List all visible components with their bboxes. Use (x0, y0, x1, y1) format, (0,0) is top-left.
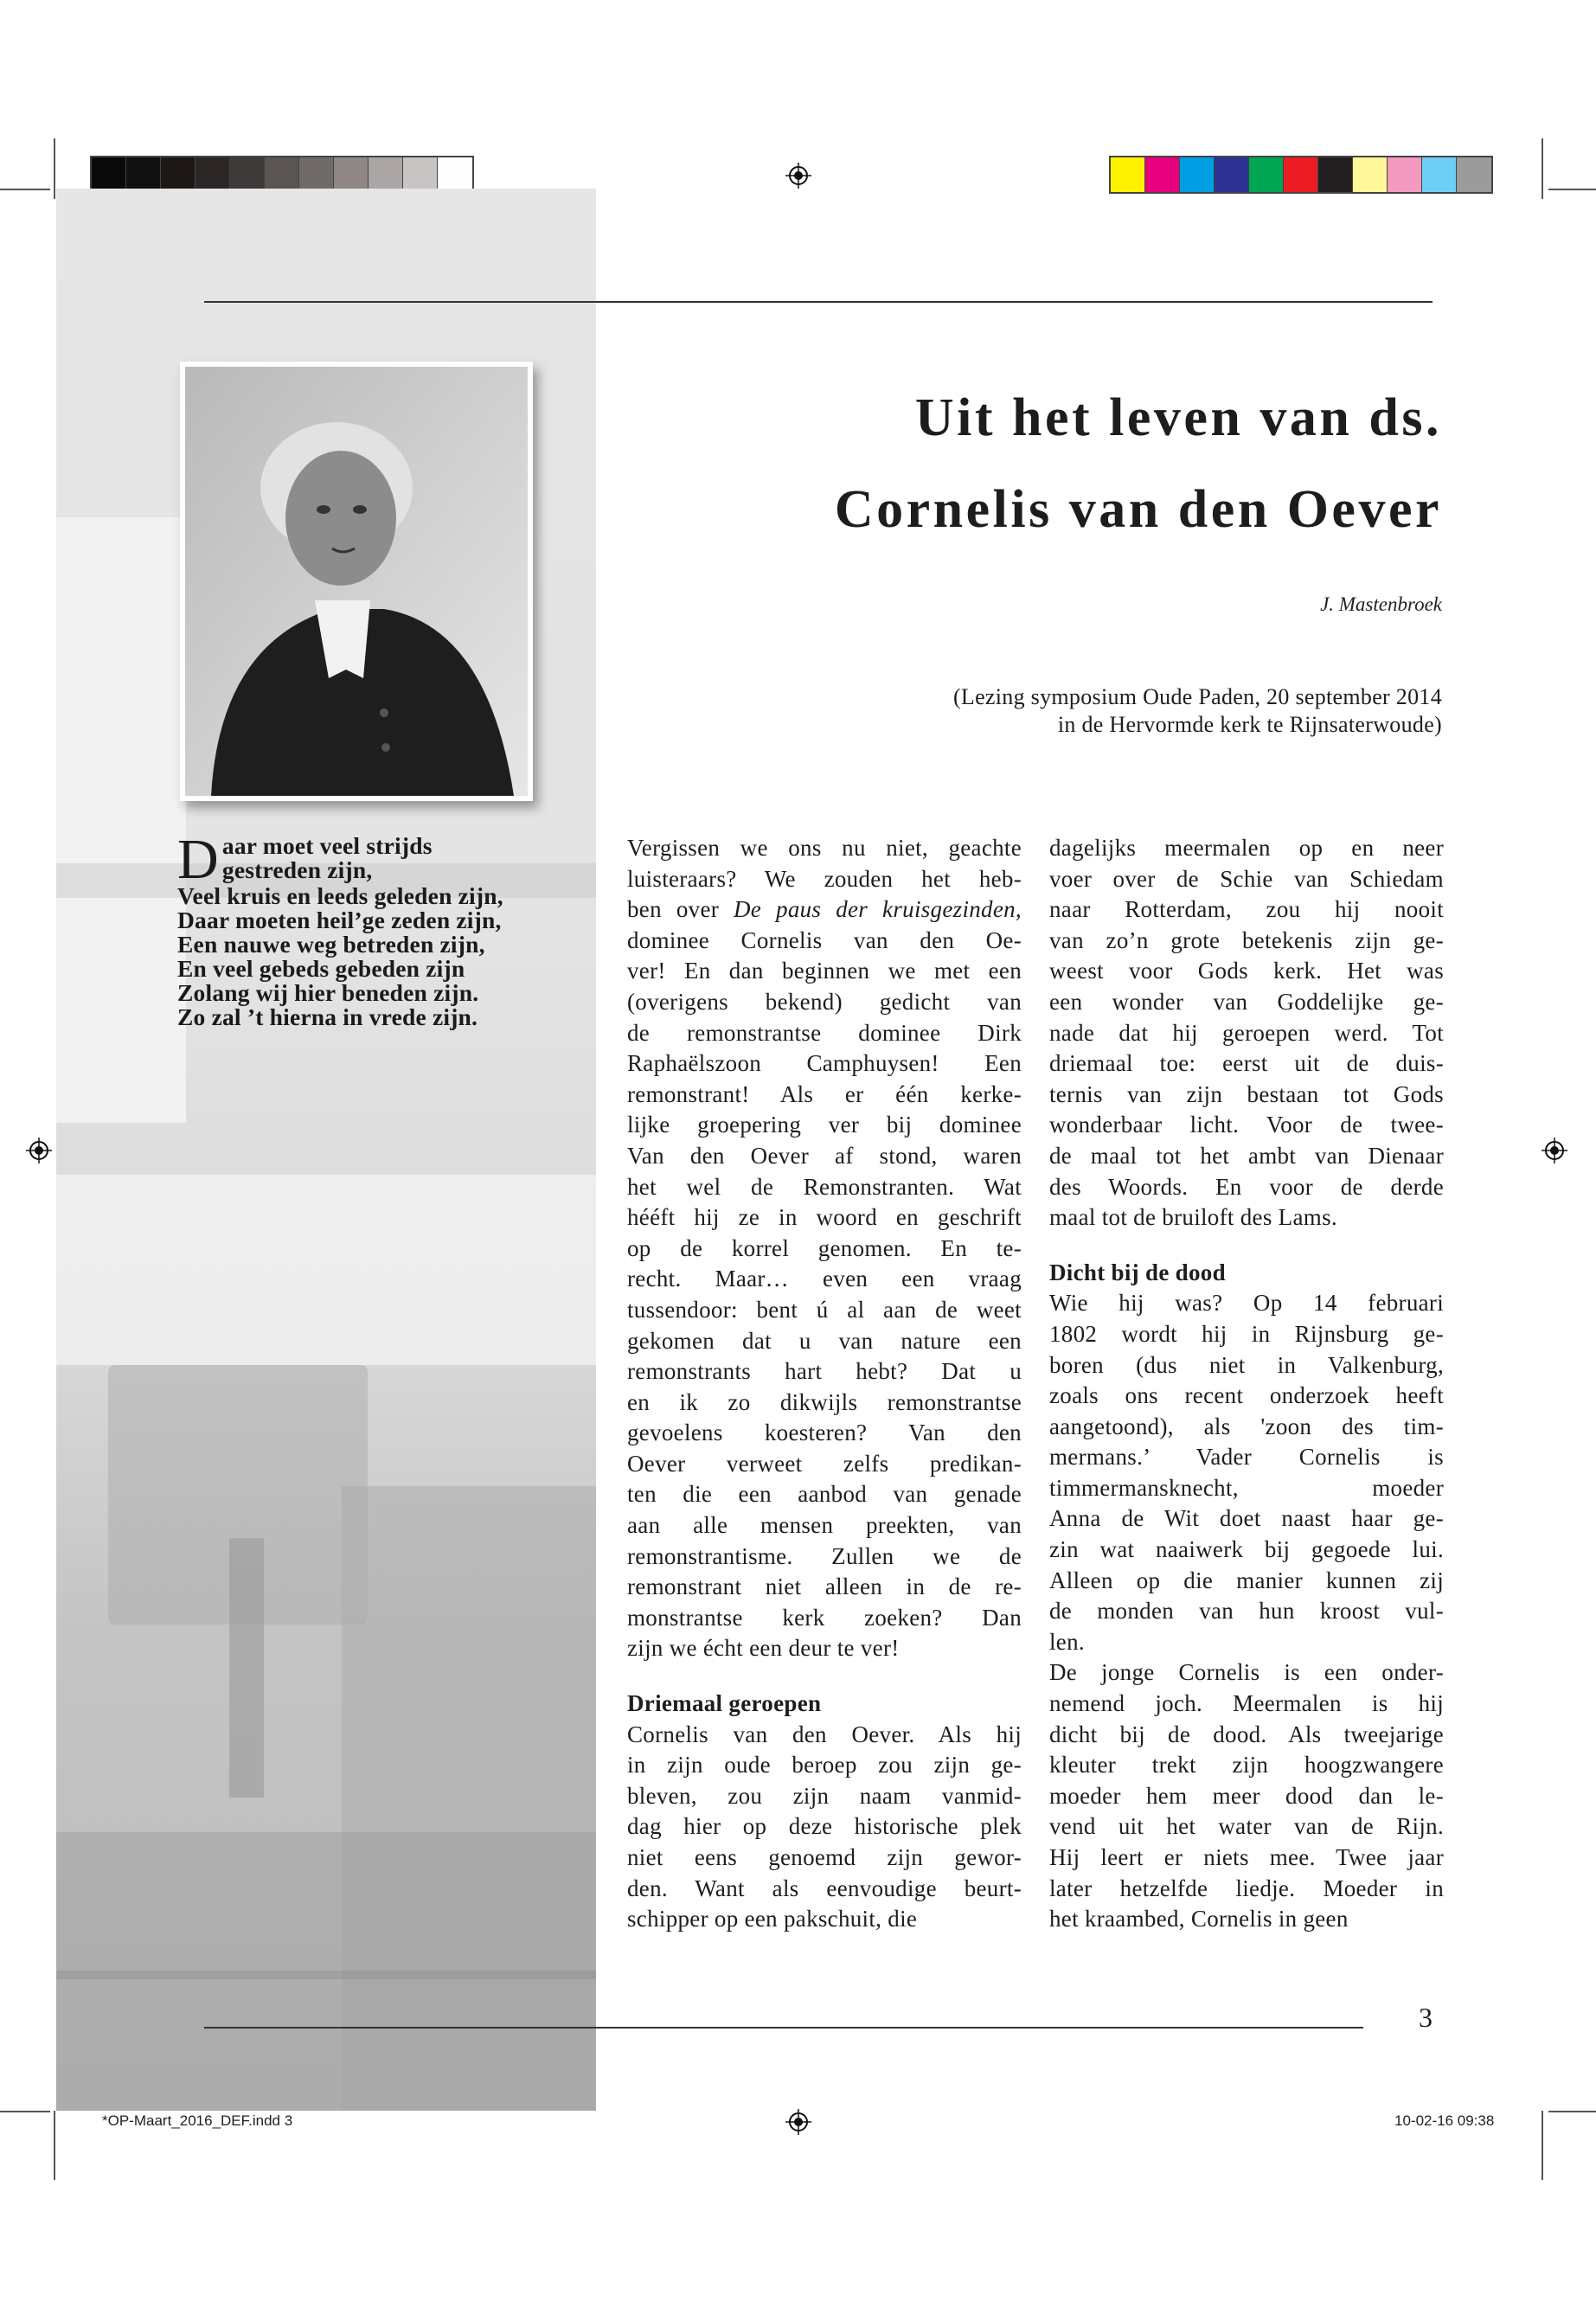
registration-mark-icon (785, 2109, 811, 2135)
body-line: boren (dus niet in Valkenburg, (1049, 1351, 1444, 1378)
poem-line: Zolang wij hier beneden zijn. (177, 979, 479, 1006)
body-line: De jonge Cornelis is een onder- (1049, 1659, 1444, 1686)
body-line: aangetoond), als 'zoon des tim- (1049, 1413, 1444, 1439)
paragraph-gap (627, 1664, 1022, 1689)
body-line: nade dat hij geroepen werd. Tot (1049, 1019, 1444, 1046)
body-column-2 (1049, 833, 1444, 1935)
body-line: ten die een aanbod van genade (627, 1481, 1022, 1508)
body-line: de maal tot het ambt van Dienaar (1049, 1142, 1444, 1169)
lecture-note-line: in de Hervormde kerk te Rijnsaterwoude) (1057, 712, 1442, 737)
body-line: Wie hij was? Op 14 februari (1049, 1290, 1444, 1317)
body-line: zoals ons recent onderzoek heeft (1049, 1382, 1444, 1409)
crop-mark (1542, 2111, 1543, 2180)
body-line: 1802 wordt hij in Rijnsburg ge- (1049, 1320, 1444, 1347)
color-swatch (265, 157, 299, 192)
body-line: gekomen dat u van nature een (627, 1327, 1022, 1354)
color-swatch (369, 157, 403, 192)
article-title-line: Uit het leven van ds. (914, 388, 1442, 447)
poem-line: En veel gebeds gebeden zijn (177, 955, 465, 982)
color-swatch (161, 157, 195, 192)
body-line: Alleen op die manier kunnen zij (1049, 1567, 1444, 1593)
body-line: Raphaëlszoon Camphuysen! Een (627, 1050, 1022, 1077)
body-line: driemaal toe: eerst uit de duis- (1049, 1050, 1444, 1077)
color-swatch (1111, 157, 1145, 192)
crop-mark (1548, 189, 1596, 190)
body-line: naar Rotterdam, zou hij nooit (1049, 896, 1444, 923)
article-title-line: Cornelis van den Oever (834, 480, 1442, 539)
color-swatch (1422, 157, 1457, 192)
body-line: des Woords. En voor de derde (1049, 1173, 1444, 1200)
body-line: monstrantse kerk zoeken? Dan (627, 1604, 1022, 1631)
registration-mark-icon (1542, 1138, 1567, 1163)
body-line: luisteraars? We zouden het heb- (627, 865, 1022, 892)
body-line: vend uit het water van de Rijn. (1049, 1813, 1444, 1840)
crop-mark (0, 2111, 50, 2112)
registration-mark-icon (26, 1138, 52, 1163)
paragraph-gap (1049, 1234, 1444, 1258)
body-line: ternis van zijn bestaan tot Gods (1049, 1080, 1444, 1107)
body-line: Hij leert er niets mee. Twee jaar (1049, 1844, 1444, 1870)
body-line: den. Want als eenvoudige beurt- (627, 1875, 1022, 1901)
color-swatch (1388, 157, 1422, 192)
color-swatch (334, 157, 369, 192)
color-swatch (1215, 157, 1249, 192)
color-swatch (299, 157, 334, 192)
body-line: zin wat naaiwerk bij gegoede lui. (1049, 1536, 1444, 1563)
poem-dropcap: D (177, 828, 219, 891)
poem-line: Daar moeten heil’ge zeden zijn, (177, 907, 502, 933)
body-line: later hetzelfde liedje. Moeder in (1049, 1875, 1444, 1901)
body-line: recht. Maar… even een vraag (627, 1266, 1022, 1292)
body-line: hééft hij ze in woord en geschrift (627, 1204, 1022, 1231)
color-swatch (1318, 157, 1353, 192)
color-swatch (195, 157, 230, 192)
registration-mark-icon (785, 163, 811, 189)
body-line: Van den Oever af stond, waren (627, 1142, 1022, 1169)
body-line: lijke groepering ver bij dominee (627, 1112, 1022, 1138)
top-rule (204, 301, 1433, 303)
body-line: het wel de Remonstranten. Wat (627, 1173, 1022, 1200)
body-line: remonstrantisme. Zullen we de (627, 1542, 1022, 1569)
crop-mark (1542, 138, 1543, 199)
color-swatch (230, 157, 265, 192)
body-line: op de korrel genomen. En te- (627, 1234, 1022, 1261)
body-line: een wonder van Goddelijke ge- (1049, 988, 1444, 1015)
portrait-photo (180, 362, 533, 801)
section-heading: Driemaal geroepen (627, 1690, 822, 1717)
body-line: Anna de Wit doet naast haar ge- (1049, 1505, 1444, 1532)
body-line: Oever verweet zelfs predikan- (627, 1450, 1022, 1477)
body-line: remonstrant! Als er één kerke- (627, 1080, 1022, 1107)
body-line: (overigens bekend) gedicht van (627, 988, 1022, 1015)
body-line: timmermansknecht, moeder (1049, 1474, 1444, 1501)
page-number: 3 (1419, 2002, 1433, 2033)
body-line: nemend joch. Meermalen is hij (1049, 1690, 1444, 1717)
body-line: moeder hem meer dood dan le- (1049, 1782, 1444, 1809)
body-line: in zijn oude beroep zou zijn ge- (627, 1752, 1022, 1779)
body-line: wonderbaar licht. Voor de twee- (1049, 1112, 1444, 1138)
color-swatch (1249, 157, 1284, 192)
body-line: niet eens genoemd zijn gewor- (627, 1844, 1022, 1870)
body-line: Vergissen we ons nu niet, geachte (627, 835, 1022, 861)
color-swatch (126, 157, 161, 192)
color-swatch (1145, 157, 1180, 192)
body-line: weest voor Gods kerk. Het was (1049, 958, 1444, 984)
crop-mark (54, 2111, 55, 2180)
bottom-rule (204, 2027, 1363, 2029)
body-line: ver! En dan beginnen we met een (627, 958, 1022, 984)
slug-date: 10-02-16 09:38 (1394, 2112, 1495, 2129)
color-swatch (1353, 157, 1388, 192)
article-title (835, 372, 1442, 555)
body-line: dag hier op deze historische plek (627, 1813, 1022, 1840)
lecture-note (953, 683, 1442, 739)
body-line: van zo’n grote betekenis zijn ge- (1049, 926, 1444, 953)
crop-mark (54, 138, 55, 199)
poem (177, 828, 558, 1030)
body-column-1 (627, 833, 1022, 1935)
color-swatch (92, 157, 126, 192)
color-swatch (403, 157, 438, 192)
body-line: len. (1049, 1628, 1085, 1655)
body-line: Cornelis van den Oever. Als hij (627, 1721, 1022, 1747)
color-swatch (1457, 157, 1491, 192)
poem-line: Zo zal ’t hierna in vrede zijn. (177, 1003, 478, 1030)
crop-mark (1548, 2111, 1596, 2112)
body-line: remonstrants hart hebt? Dat u (627, 1358, 1022, 1385)
body-line: de remonstrantse dominee Dirk (627, 1019, 1022, 1046)
article-author: J. Mastenbroek (1320, 593, 1442, 615)
body-line: mermans.’ Vader Cornelis is (1049, 1444, 1444, 1471)
body-line: schipper op een pakschuit, die (627, 1906, 918, 1932)
color-swatch (438, 157, 472, 192)
body-line: dominee Cornelis van den Oe- (627, 926, 1022, 953)
slug-filename: *OP-Maart_2016_DEF.indd 3 (102, 2112, 293, 2129)
body-line: ben over De paus der kruisgezinden, (627, 896, 1022, 923)
process-color-bar (1109, 156, 1493, 194)
body-line: bleven, zou zijn naam vanmid- (627, 1782, 1022, 1809)
color-swatch (1284, 157, 1318, 192)
section-heading: Dicht bij de dood (1049, 1259, 1226, 1285)
crop-mark (0, 189, 50, 190)
body-line: aan alle mensen preekten, van (627, 1512, 1022, 1539)
poem-line: Een nauwe weg betreden zijn, (177, 931, 485, 958)
lecture-note-line: (Lezing symposium Oude Paden, 20 september 2014 (952, 684, 1442, 709)
poem-line: gestreden zijn, (221, 856, 373, 883)
body-line: dagelijks meermalen op en neer (1049, 835, 1444, 861)
body-line: remonstrant niet alleen in de re- (627, 1574, 1022, 1600)
body-line: zijn we écht een deur te ver! (627, 1635, 900, 1662)
body-line: het kraambed, Cornelis in geen (1049, 1906, 1349, 1932)
poem-line: Veel kruis en leeds geleden zijn, (177, 882, 503, 909)
body-line: maal tot de bruiloft des Lams. (1049, 1204, 1337, 1231)
color-swatch (1180, 157, 1215, 192)
body-line: de monden van hun kroost vul- (1049, 1598, 1444, 1625)
body-line: gevoelens koesteren? Van den (627, 1420, 1022, 1446)
body-line: en ik zo dikwijls remonstrantse (627, 1388, 1022, 1415)
portrait-image (185, 367, 528, 796)
body-line: voer over de Schie van Schiedam (1049, 865, 1444, 892)
body-line: tussendoor: bent ú al aan de weet (627, 1296, 1022, 1323)
poem-line: aar moet veel strijds (221, 832, 433, 859)
body-line: dicht bij de dood. Als tweejarige (1049, 1721, 1444, 1747)
body-line: kleuter trekt zijn hoogzwangere (1049, 1752, 1444, 1779)
